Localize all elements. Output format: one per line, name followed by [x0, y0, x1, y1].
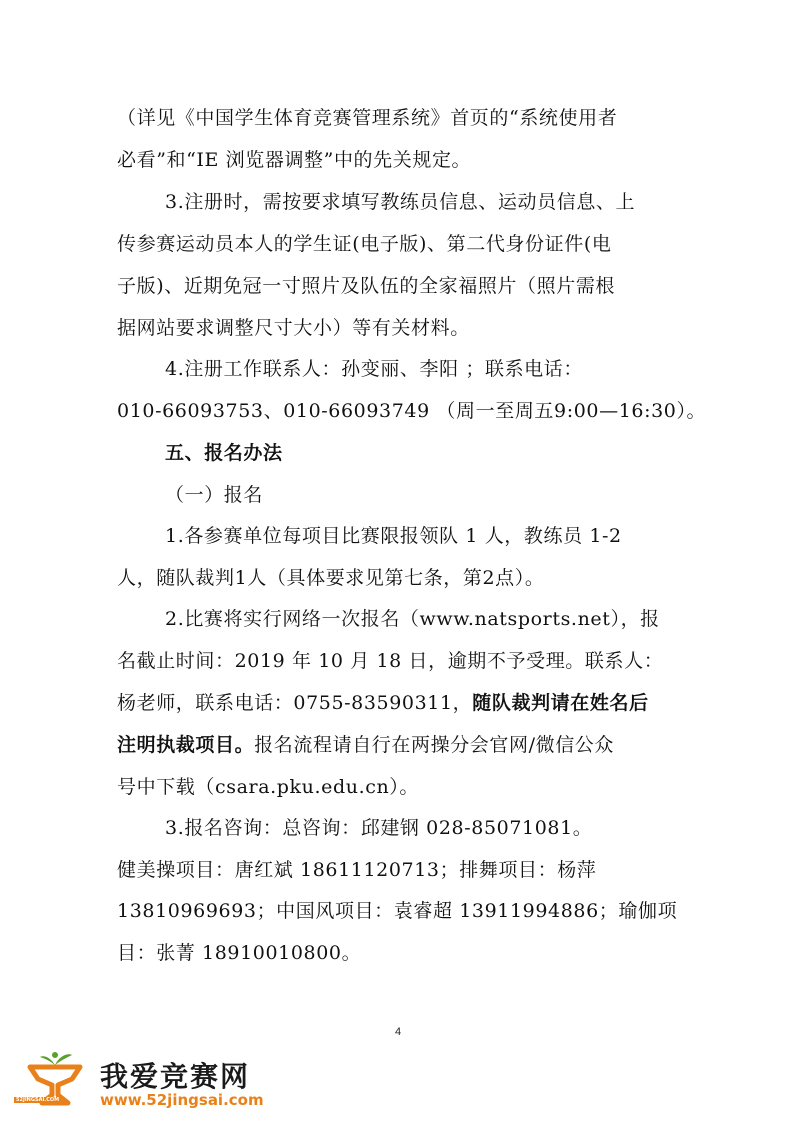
paragraph-line: 3.注册时，需按要求填写教练员信息、运动员信息、上 [165, 191, 636, 213]
section-heading: 五、报名办法 [165, 442, 283, 464]
paragraph-line: 3.报名咨询：总咨询：邱建钢 028-85071081。 [165, 817, 593, 839]
logo-site-name: 我爱竞赛网 [100, 1060, 251, 1093]
subsection-heading: （一）报名 [165, 484, 264, 506]
paragraph-line: 传参赛运动员本人的学生证(电子版)、第二代身份证件(电 [117, 233, 612, 255]
bold-note: 随队裁判请在姓名后 [472, 692, 649, 714]
trophy-logo-icon [20, 1049, 90, 1113]
bold-note: 注明执裁项目。 [117, 734, 255, 756]
contact-text: 杨老师，联系电话：0755-83590311， [117, 692, 473, 714]
paragraph-line: （详见《中国学生体育竞赛管理系统》首页的“系统使用者 [117, 107, 618, 129]
logo-site-url: www.52jingsai.com [100, 1091, 264, 1109]
paragraph-line: 13810969693；中国风项目：袁睿超 13911994886；瑜伽项 [117, 900, 678, 922]
paragraph-line: 人，随队裁判1人（具体要求见第七条，第2点）。 [117, 567, 545, 589]
paragraph-line [117, 728, 677, 762]
paragraph-line: 010-66093753、010-66093749 （周一至周五9:00—16:30）。 [117, 400, 707, 422]
paragraph-line: 必看”和“IE 浏览器调整”中的先关规定。 [117, 149, 472, 171]
paragraph-line: 2.比赛将实行网络一次报名（www.natsports.net），报 [165, 608, 660, 630]
paragraph-line: 健美操项目：唐红斌 18611120713；排舞项目：杨萍 [117, 859, 597, 881]
paragraph-line [117, 686, 677, 720]
paragraph-line: 子版)、近期免冠一寸照片及队伍的全家福照片（照片需根 [117, 275, 616, 297]
paragraph-line: 4.注册工作联系人：孙变丽、李阳 ；联系电话： [165, 358, 583, 380]
process-text: 报名流程请自行在两操分会官网/微信公众 [254, 734, 615, 756]
paragraph-line: 目：张菁 18910010800。 [117, 942, 362, 964]
paragraph-line: 1.各参赛单位每项目比赛限报领队 1 人，教练员 1-2 [165, 525, 622, 547]
paragraph-line: 号中下载（csara.pku.edu.cn）。 [117, 776, 419, 798]
logo-mini-text: 52JINGSAI.COM [16, 1097, 60, 1103]
paragraph-line: 名截止时间：2019 年 10 月 18 日，逾期不予受理。联系人： [117, 650, 664, 672]
paragraph-line: 据网站要求调整尺寸大小）等有关材料。 [117, 317, 470, 339]
page-number: 4 [394, 1026, 402, 1038]
site-logo [12, 1045, 272, 1115]
